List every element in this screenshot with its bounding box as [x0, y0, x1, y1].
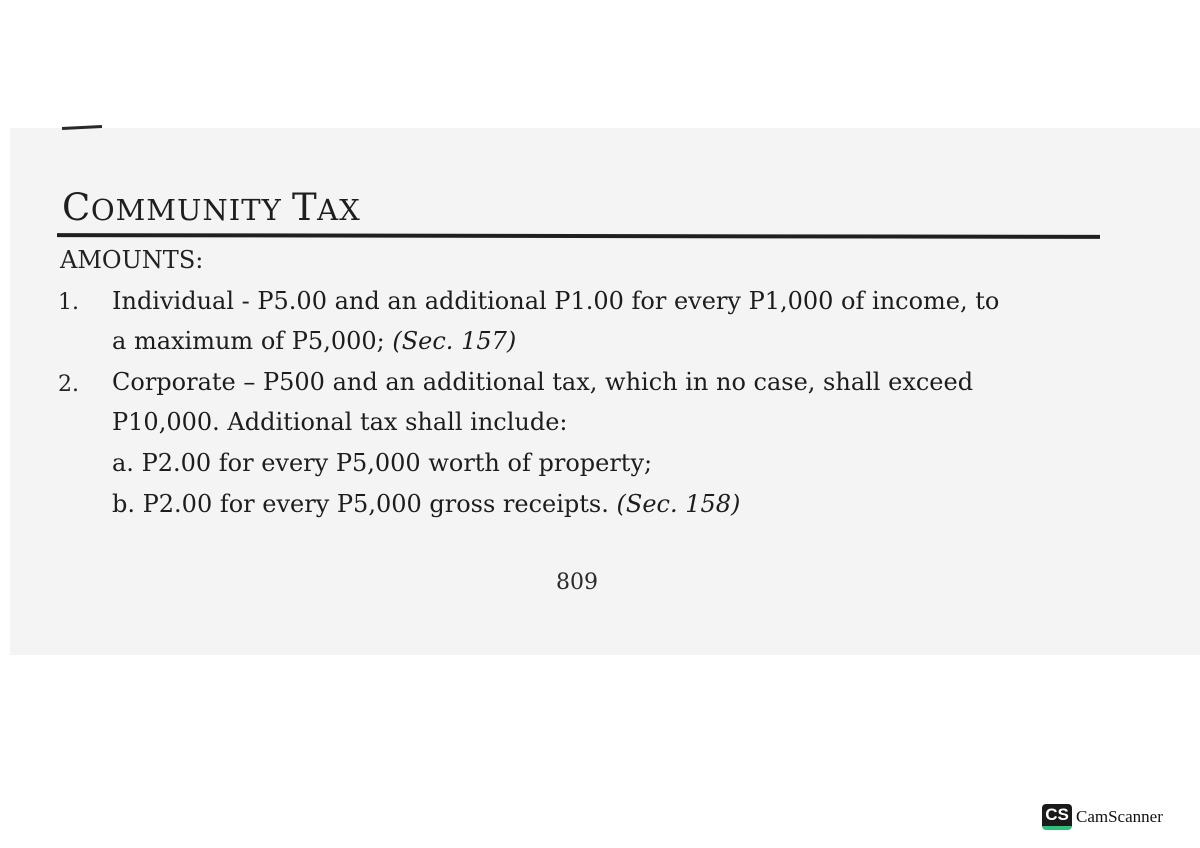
item-1-number: 1. — [58, 290, 79, 315]
item-2-line-1: Corporate – P500 and an additional tax, which in no case, shall exceed — [112, 368, 974, 396]
camscanner-label: CamScanner — [1076, 807, 1163, 826]
item-1-line-1: Individual - P5.00 and an additional P1.00 for every P1,000 of income, to — [112, 287, 1000, 315]
page-title: COMMUNITY TAX — [62, 186, 361, 229]
camscanner-watermark — [1042, 804, 1163, 830]
section-subheading: AMOUNTS: — [60, 246, 204, 274]
camscanner-logo-icon: CS — [1042, 804, 1072, 830]
item-1-citation: (Sec. 157) — [392, 327, 517, 355]
item-2-sub-a: a. P2.00 for every P5,000 worth of property; — [112, 449, 653, 477]
item-2-citation: (Sec. 158) — [616, 490, 741, 518]
item-1-line-2: a maximum of P5,000; (Sec. 157) — [112, 327, 517, 355]
item-2-line-2: P10,000. Additional tax shall include: — [112, 408, 568, 436]
item-2-sub-b: b. P2.00 for every P5,000 gross receipts. (Sec. 158) — [112, 490, 741, 518]
item-2-number: 2. — [58, 372, 79, 397]
page-number: 809 — [556, 570, 598, 595]
